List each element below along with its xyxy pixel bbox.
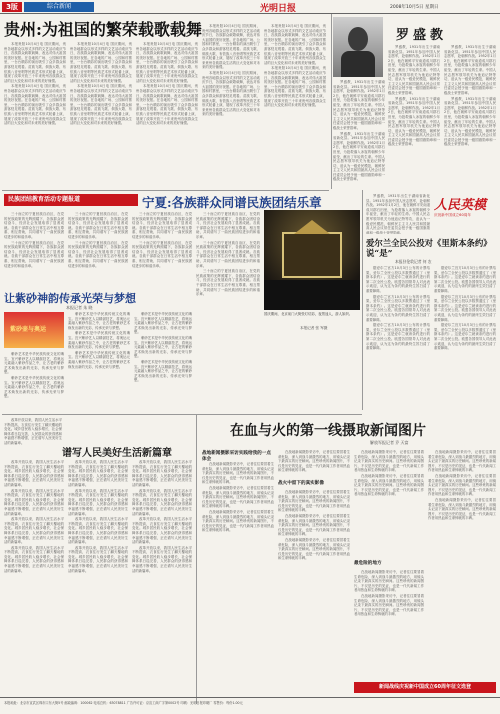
- masthead: [0, 0, 500, 14]
- article-headline: 罗盛教: [396, 28, 448, 43]
- article-body: 紫砂艺术是中华民族传统文化的瑰宝。宜兴紫砂艺人以精湛技艺，将奥运元素融入紫砂作品之中，让古老的紫砂艺术焕发出新的光彩，传承光荣与梦想。 紫砂艺术是中华民族传统文化的瑰宝。宜兴紫砂艺人以精湛技艺，将奥运元素融入紫砂作品之中，让古老的紫砂艺术焕发出新的光彩，传承光荣与梦想。 紫砂艺术是中华民族传统文化的瑰宝。宜兴紫砂艺人以精湛技艺，将奥运元素融入紫砂作品之中，让古老的紫砂艺术焕发出新的光彩，传承光荣与梦想。: [68, 312, 130, 369]
- article-body: 据爱尔兰官方10月3日公布的计票结果，爱尔兰全民公投以多数票通过了《里斯本条约》。这是爱尔兰就该条约进行的第二次全民公投。欧盟各国领导人对此表示欢迎，认为这为条约的最终生效扫清了重要障碍。 据爱尔兰官方10月3日公布的计票结果，爱尔兰全民公投以多数票通过了《里斯本条约》。这是爱尔兰就该条约进行的第二次全民公投。欧盟各国领导人对此表示欢迎，认为这为条约的最终生效扫清了重要障碍。 据爱尔兰官方10月3日公布的计票结果，爱尔兰全民公投以多数票通过了《里斯本条约》。这是爱尔兰就该条约进行的第二次全民公投。欧盟各国领导人对此表示欢迎，认为这为条约的最终生效扫清了重要障碍。: [366, 266, 430, 351]
- divider: [0, 697, 500, 698]
- article-body: 罗盛教，1931年出生于湖南省新化县。1951年参加中国人民志愿军，赴朝鲜作战。1952年1月2日，他在朝鲜平安南道成川郡石田里，为抢救落入冰窟的朝鲜少年崔莹，献出了年轻的生命。中国人民志愿军领导机关为他追记特等功，追认为一级爱民模范，朝鲜民主主义人民共和国最高人民会议常任委员会授予他一级国旗勋章和一级战士荣誉勋章。 罗盛教，1931年出生于湖南省新化县。1951年参加中国人民志愿军，赴朝鲜作战。1952年1月2日，他在朝鲜平安南道成川郡石田里，为抢救落入冰窟的朝鲜少年崔莹，献出了年轻的生命。中国人民志愿军领导机关为他追记特等功，追认为一级爱民模范，朝鲜民主主义人民共和国最高人民会议常任委员会授予他一级国旗勋章和一级战士荣誉勋章。: [444, 45, 496, 147]
- portrait-photo: [333, 17, 383, 77]
- article-body: 在战地新闻摄影采访中，记者往往要冒着生命危险，深入到战斗最激烈的地方，用镜头记录下最真实的历史瞬间。这些珍贵的新闻图片，不仅是历史的见证，也是一代代新闻工作者用热血和生命铸就的丰碑。 在战地新闻摄影采访中，记者往往要冒着生命危险，深入到战斗最激烈的地方，用镜头记录下最真实的历史瞬间。这些珍贵的新闻图片，不仅是历史的见证，也是一代代新闻工作者用热血和生命铸就的丰碑。 在战地新闻摄影采访中，记者往往要冒着生命危险，深入到战斗最激烈的地方，用镜头记录下最真实的历史瞬间。这些珍贵的新闻图片，不仅是历史的见证，也是一代代新闻工作者用热血和生命铸就的丰碑。: [202, 462, 274, 533]
- section-name: 综合新闻: [24, 2, 94, 12]
- article-body: 三十而立的宁夏回族自治区，在党的民族政策的光辉照耀下，各族群众团结奋斗，经济社会发展取得了显著成就。各族干部群众在日常生活中相互尊重、相互帮助，共同谱写了一曲民族团结进步的和谐乐章。 三十而立的宁夏回族自治区，在党的民族政策的光辉照耀下，各族群众团结奋斗，经济社会发展取得了显著成就。各族干部群众在日常生活中相互尊重、相互帮助，共同谱写了一曲民族团结进步的和谐乐章。: [4, 212, 64, 268]
- paper-name: 光明日报: [260, 4, 297, 14]
- byline: 解放军报记者 乔 天富: [370, 440, 409, 445]
- article-image: [4, 312, 64, 348]
- article-headline: 让紫砂神韵传承光荣与梦想: [4, 292, 136, 305]
- article-body: 本报贵阳10月4日电 国庆期间，贵州各地群众以形式多样的文艺活动欢庆节日，各族群众载歌载舞，表达对伟大祖国的美好祝愿。在各地的广场、公园和村寨里，一台台精彩的演出吸引了众多群众和游客驻足观看。苗族飞歌、侗族大歌、布依族八音坐唱等民族艺术形式轮番上演，展现了改革开放三十年来贵州各族群众生活的巨大变化和对未来的美好憧憬。 本报贵阳10月4日电 国庆期间，贵州各地群众以形式多样的文艺活动欢庆节日，各族群众载歌载舞，表达对伟大祖国的美好祝愿。在各地的广场、公园和村寨里，一台台精彩的演出吸引了众多群众和游客驻足观看。苗族飞歌、侗族大歌、布依族八音坐唱等民族艺术形式轮番上演，展现了改革开放三十年来贵州各族群众生活的巨大变化和对未来的美好憧憬。: [4, 42, 66, 126]
- page-number: 3版: [2, 2, 22, 12]
- article-headline: 宁夏:各族群众同谱民族团结乐章: [142, 195, 322, 210]
- article-body: 在战地新闻摄影采访中，记者往往要冒着生命危险，深入到战斗最激烈的地方，用镜头记录下最真实的历史瞬间。这些珍贵的新闻图片，不仅是历史的见证，也是一代代新闻工作者用热血和生命铸就的丰碑。 在战地新闻摄影采访中，记者往往要冒着生命危险，深入到战斗最激烈的地方，用镜头记录下最真实的历史瞬间。这些珍贵的新闻图片，不仅是历史的见证，也是一代代新闻工作者用热血和生命铸就的丰碑。 在战地新闻摄影采访中，记者往往要冒着生命危险，深入到战斗最激烈的地方，用镜头记录下最真实的历史瞬间。这些珍贵的新闻图片，不仅是历史的见证，也是一代代新闻工作者用热血和生命铸就的丰碑。: [278, 490, 350, 561]
- article-body: 本报贵阳10月4日电 国庆期间，贵州各地群众以形式多样的文艺活动欢庆节日，各族群众载歌载舞，表达对伟大祖国的美好祝愿。在各地的广场、公园和村寨里，一台台精彩的演出吸引了众多群众和游客驻足观看。苗族飞歌、侗族大歌、布依族八音坐唱等民族艺术形式轮番上演，展现了改革开放三十年来贵州各族群众生活的巨大变化和对未来的美好憧憬。 本报贵阳10月4日电 国庆期间，贵州各地群众以形式多样的文艺活动欢庆节日，各族群众载歌载舞，表达对伟大祖国的美好祝愿。在各地的广场、公园和村寨里，一台台精彩的演出吸引了众多群众和游客驻足观看。苗族飞歌、侗族大歌、布依族八音坐唱等民族艺术形式轮番上演，展现了改革开放三十年来贵州各族群众生活的巨大变化和对未来的美好憧憬。: [70, 42, 132, 126]
- article-body: 改革开放以来，我国人民生活水平不断提高，衣食住行发生了翻天覆地的变化。城乡居民收入稳步增长，社会保障体系日趋完善，人民群众的获得感和幸福感不断增强，正在谱写人民美好生活的新篇章。 改革开放以来，我国人民生活水平不断提高，衣食住行发生了翻天覆地的变化。城乡居民收入稳步增长，社会保障体系日趋完善，人民群众的获得感和幸福感不断增强，正在谱写人民美好生活的新篇章。 改革开放以来，我国人民生活水平不断提高，衣食住行发生了翻天覆地的变化。城乡居民收入稳步增长，社会保障体系日趋完善，人民群众的获得感和幸福感不断增强，正在谱写人民美好生活的新篇章。 改革开放以来，我国人民生活水平不断提高，衣食住行发生了翻天覆地的变化。城乡居民收入稳步增长，社会保障体系日趋完善，人民群众的获得感和幸福感不断增强，正在谱写人民美好生活的新篇章。: [4, 460, 64, 573]
- article-headline: 爱尔兰全民公投对《里斯本条约》说“是”: [366, 238, 492, 258]
- article-body: 本报贵阳10月4日电 国庆期间，贵州各地群众以形式多样的文艺活动欢庆节日，各族群众载歌载舞，表达对伟大祖国的美好祝愿。在各地的广场、公园和村寨里，一台台精彩的演出吸引了众多群众和游客驻足观看。苗族飞歌、侗族大歌、布依族八音坐唱等民族艺术形式轮番上演，展现了改革开放三十年来贵州各族群众生活的巨大变化和对未来的美好憧憬。 本报贵阳10月4日电 国庆期间，贵州各地群众以形式多样的文艺活动欢庆节日，各族群众载歌载舞，表达对伟大祖国的美好祝愿。在各地的广场、公园和村寨里，一台台精彩的演出吸引了众多群众和游客驻足观看。苗族飞歌、侗族大歌、布依族八音坐唱等民族艺术形式轮番上演，展现了改革开放三十年来贵州各族群众生活的巨大变化和对未来的美好憧憬。: [264, 24, 326, 108]
- issue-date: 2008年10月5日 星期日: [390, 5, 439, 10]
- article-body: 本报贵阳10月4日电 国庆期间，贵州各地群众以形式多样的文艺活动欢庆节日，各族群众载歌载舞，表达对伟大祖国的美好祝愿。在各地的广场、公园和村寨里，一台台精彩的演出吸引了众多群众和游客驻足观看。苗族飞歌、侗族大歌、布依族八音坐唱等民族艺术形式轮番上演，展现了改革开放三十年来贵州各族群众生活的巨大变化和对未来的美好憧憬。 本报贵阳10月4日电 国庆期间，贵州各地群众以形式多样的文艺活动欢庆节日，各族群众载歌载舞，表达对伟大祖国的美好祝愿。在各地的广场、公园和村寨里，一台台精彩的演出吸引了众多群众和游客驻足观看。苗族飞歌、侗族大歌、布依族八音坐唱等民族艺术形式轮番上演，展现了改革开放三十年来贵州各族群众生活的巨大变化和对未来的美好憧憬。: [136, 42, 198, 126]
- article-body: 在战地新闻摄影采访中，记者往往要冒着生命危险，深入到战斗最激烈的地方，用镜头记录下最真实的历史瞬间。这些珍贵的新闻图片，不仅是历史的见证，也是一代代新闻工作者用热血和生命铸就的丰碑。 在战地新闻摄影采访中，记者往往要冒着生命危险，深入到战斗最激烈的地方，用镜头记录下最真实的历史瞬间。这些珍贵的新闻图片，不仅是历史的见证，也是一代代新闻工作者用热血和生命铸就的丰碑。 在战地新闻摄影采访中，记者往往要冒着生命危险，深入到战斗最激烈的地方，用镜头记录下最真实的历史瞬间。这些珍贵的新闻图片，不仅是历史的见证，也是一代代新闻工作者用热血和生命铸就的丰碑。: [428, 450, 496, 521]
- article-body: 三十而立的宁夏回族自治区，在党的民族政策的光辉照耀下，各族群众团结奋斗，经济社会发展取得了显著成就。各族干部群众在日常生活中相互尊重、相互帮助，共同谱写了一曲民族团结进步的和谐乐章。 三十而立的宁夏回族自治区，在党的民族政策的光辉照耀下，各族群众团结奋斗，经济社会发展取得了显著成就。各族干部群众在日常生活中相互尊重、相互帮助，共同谱写了一曲民族团结进步的和谐乐章。: [68, 212, 128, 268]
- logo-text: 人民英模: [434, 198, 487, 213]
- article-body: 在战地新闻摄影采访中，记者往往要冒着生命危险，深入到战斗最激烈的地方，用镜头记录下最真实的历史瞬间。这些珍贵的新闻图片，不仅是历史的见证，也是一代代新闻工作者用热血和生命铸就的丰碑。: [278, 450, 350, 473]
- article-body: 改革开放以来，我国人民生活水平不断提高，衣食住行发生了翻天覆地的变化。城乡居民收入稳步增长，社会保障体系日趋完善，人民群众的获得感和幸福感不断增强，正在谱写人民美好生活的新篇章。 改革开放以来，我国人民生活水平不断提高，衣食住行发生了翻天覆地的变化。城乡居民收入稳步增长，社会保障体系日趋完善，人民群众的获得感和幸福感不断增强，正在谱写人民美好生活的新篇章。 改革开放以来，我国人民生活水平不断提高，衣食住行发生了翻天覆地的变化。城乡居民收入稳步增长，社会保障体系日趋完善，人民群众的获得感和幸福感不断增强，正在谱写人民美好生活的新篇章。 改革开放以来，我国人民生活水平不断提高，衣食住行发生了翻天覆地的变化。城乡居民收入稳步增长，社会保障体系日趋完善，人民群众的获得感和幸福感不断增强，正在谱写人民美好生活的新篇章。: [132, 460, 192, 573]
- article-body: 在战地新闻摄影采访中，记者往往要冒着生命危险，深入到战斗最激烈的地方，用镜头记录下最真实的历史瞬间。这些珍贵的新闻图片，不仅是历史的见证，也是一代代新闻工作者用热血和生命铸就的丰碑。 在战地新闻摄影采访中，记者往往要冒着生命危险，深入到战斗最激烈的地方，用镜头记录下最真实的历史瞬间。这些珍贵的新闻图片，不仅是历史的见证，也是一代代新闻工作者用热血和生命铸就的丰碑。: [354, 450, 424, 497]
- article-body: 据爱尔兰官方10月3日公布的计票结果，爱尔兰全民公投以多数票通过了《里斯本条约》。这是爱尔兰就该条约进行的第二次全民公投。欧盟各国领导人对此表示欢迎，认为这为条约的最终生效扫清了重要障碍。 据爱尔兰官方10月3日公布的计票结果，爱尔兰全民公投以多数票通过了《里斯本条约》。这是爱尔兰就该条约进行的第二次全民公投。欧盟各国领导人对此表示欢迎，认为这为条约的最终生效扫清了重要障碍。 据爱尔兰官方10月3日公布的计票结果，爱尔兰全民公投以多数票通过了《里斯本条约》。这是爱尔兰就该条约进行的第二次全民公投。欧盟各国领导人对此表示欢迎，认为这为条约的最终生效扫清了重要障碍。: [434, 266, 496, 351]
- photo-caption: 国庆期间，北京前门大街张灯结彩，夜景迷人，游人如织。: [264, 312, 353, 316]
- article-body: 在战地新闻摄影采访中，记者往往要冒着生命危险，深入到战斗最激烈的地方，用镜头记录下最真实的历史瞬间。这些珍贵的新闻图片，不仅是历史的见证，也是一代代新闻工作者用热血和生命铸就的丰碑。 在战地新闻摄影采访中，记者往往要冒着生命危险，深入到战斗最激烈的地方，用镜头记录下最真实的历史瞬间。这些珍贵的新闻图片，不仅是历史的见证，也是一代代新闻工作者用热血和生命铸就的丰碑。: [354, 570, 424, 617]
- article-body: 三十而立的宁夏回族自治区，在党的民族政策的光辉照耀下，各族群众团结奋斗，经济社会发展取得了显著成就。各族干部群众在日常生活中相互尊重、相互帮助，共同谱写了一曲民族团结进步的和谐乐章。 三十而立的宁夏回族自治区，在党的民族政策的光辉照耀下，各族群众团结奋斗，经济社会发展取得了显著成就。各族干部群众在日常生活中相互尊重、相互帮助，共同谱写了一曲民族团结进步的和谐乐章。 三十而立的宁夏回族自治区，在党的民族政策的光辉照耀下，各族群众团结奋斗，经济社会发展取得了显著成就。各族干部群众在日常生活中相互尊重、相互帮助，共同谱写了一曲民族团结进步的和谐乐章。: [196, 212, 260, 297]
- subheading: 战地新闻摄影采访实践给我的一点体会: [202, 451, 271, 462]
- divider: [196, 414, 197, 704]
- article-body: 罗盛教，1931年出生于湖南省新化县。1951年参加中国人民志愿军，赴朝鲜作战。1952年1月2日，他在朝鲜平安南道成川郡石田里，为抢救落入冰窟的朝鲜少年崔莹，献出了年轻的生命。中国人民志愿军领导机关为他追记特等功，追认为一级爱民模范，朝鲜民主主义人民共和国最高人民会议常任委员会授予他一级国旗勋章和一级战士荣誉勋章。 罗盛教，1931年出生于湖南省新化县。1951年参加中国人民志愿军，赴朝鲜作战。1952年1月2日，他在朝鲜平安南道成川郡石田里，为抢救落入冰窟的朝鲜少年崔莹，献出了年轻的生命。中国人民志愿军领导机关为他追记特等功，追认为一级爱民模范，朝鲜民主主义人民共和国最高人民会议常任委员会授予他一级国旗勋章和一级战士荣誉勋章。: [388, 45, 440, 147]
- subheading: 最危险的地方: [354, 561, 382, 566]
- photo-credit: 本报记者 张 军摄: [300, 326, 328, 330]
- byline: 本报记者 朱 晓: [66, 305, 93, 310]
- subheading: 战火中留下的真实影像: [278, 481, 324, 486]
- byline: 本报驻伦敦记者 何 农: [395, 259, 432, 264]
- divider: [2, 190, 329, 191]
- divider: [362, 190, 363, 410]
- logo-box: [434, 194, 496, 224]
- image-caption: 紫砂壶与奥运: [10, 326, 47, 333]
- article-headline: 在血与火的第一线摄取新闻图片: [230, 423, 426, 439]
- article-headline: 谱写人民美好生活新篇章: [62, 448, 172, 459]
- news-photo: [264, 210, 360, 310]
- footer-info: 本报地址：北京市宣武区珠市口东大街5号 邮政编码：100062 电话总机：63078811 广告许可证：京宣工商广字第0002号 印刷：光明日报印刷厂 零售价：每份1.00元: [4, 701, 243, 705]
- divider: [2, 414, 362, 415]
- article-body: 紫砂艺术是中华民族传统文化的瑰宝。宜兴紫砂艺人以精湛技艺，将奥运元素融入紫砂作品之中，让古老的紫砂艺术焕发出新的光彩，传承光荣与梦想。 紫砂艺术是中华民族传统文化的瑰宝。宜兴紫砂艺人以精湛技艺，将奥运元素融入紫砂作品之中，让古老的紫砂艺术焕发出新的光彩，传承光荣与梦想。 紫砂艺术是中华民族传统文化的瑰宝。宜兴紫砂艺人以精湛技艺，将奥运元素融入紫砂作品之中，让古老的紫砂艺术焕发出新的光彩，传承光荣与梦想。: [134, 312, 192, 383]
- article-headline: 贵州:为祖国的繁荣载歌载舞: [4, 20, 202, 39]
- article-body: 改革开放以来，我国人民生活水平不断提高，衣食住行发生了翻天覆地的变化。城乡居民收入稳步增长，社会保障体系日趋完善，人民群众的获得感和幸福感不断增强，正在谱写人民美好生活的新篇章。 改革开放以来，我国人民生活水平不断提高，衣食住行发生了翻天覆地的变化。城乡居民收入稳步增长，社会保障体系日趋完善，人民群众的获得感和幸福感不断增强，正在谱写人民美好生活的新篇章。 改革开放以来，我国人民生活水平不断提高，衣食住行发生了翻天覆地的变化。城乡居民收入稳步增长，社会保障体系日趋完善，人民群众的获得感和幸福感不断增强，正在谱写人民美好生活的新篇章。 改革开放以来，我国人民生活水平不断提高，衣食住行发生了翻天覆地的变化。城乡居民收入稳步增长，社会保障体系日趋完善，人民群众的获得感和幸福感不断增强，正在谱写人民美好生活的新篇章。: [68, 460, 128, 573]
- article-body: 改革开放以来，我国人民生活水平不断提高，衣食住行发生了翻天覆地的变化。城乡居民收入稳步增长，社会保障体系日趋完善，人民群众的获得感和幸福感不断增强，正在谱写人民美好生活的新篇章。: [4, 418, 62, 445]
- section-banner: 民族团结教育活动专题报道: [4, 194, 138, 206]
- article-body: 三十而立的宁夏回族自治区，在党的民族政策的光辉照耀下，各族群众团结奋斗，经济社会发展取得了显著成就。各族干部群众在日常生活中相互尊重、相互帮助，共同谱写了一曲民族团结进步的和谐乐章。 三十而立的宁夏回族自治区，在党的民族政策的光辉照耀下，各族群众团结奋斗，经济社会发展取得了显著成就。各族干部群众在日常生活中相互尊重、相互帮助，共同谱写了一曲民族团结进步的和谐乐章。: [132, 212, 192, 268]
- article-body: 本报贵阳10月4日电 国庆期间，贵州各地群众以形式多样的文艺活动欢庆节日，各族群众载歌载舞，表达对伟大祖国的美好祝愿。在各地的广场、公园和村寨里，一台台精彩的演出吸引了众多群众和游客驻足观看。苗族飞歌、侗族大歌、布依族八音坐唱等民族艺术形式轮番上演，展现了改革开放三十年来贵州各族群众生活的巨大变化和对未来的美好憧憬。 本报贵阳10月4日电 国庆期间，贵州各地群众以形式多样的文艺活动欢庆节日，各族群众载歌载舞，表达对伟大祖国的美好祝愿。在各地的广场、公园和村寨里，一台台精彩的演出吸引了众多群众和游客驻足观看。苗族飞歌、侗族大歌、布依族八音坐唱等民族艺术形式轮番上演，展现了改革开放三十年来贵州各族群众生活的巨大变化和对未来的美好憧憬。: [202, 24, 260, 117]
- logo-subtitle: 庆祝新中国成立60周年: [434, 213, 471, 217]
- bottom-banner: 新闻战线庆祝新中国成立60周年征文选登: [354, 682, 496, 693]
- article-body: 罗盛教，1931年出生于湖南省新化县。1951年参加中国人民志愿军，赴朝鲜作战。1952年1月2日，他在朝鲜平安南道成川郡石田里，为抢救落入冰窟的朝鲜少年崔莹，献出了年轻的生命。中国人民志愿军领导机关为他追记特等功，追认为一级爱民模范，朝鲜民主主义人民共和国最高人民会议常任委员会授予他一级国旗勋章和一级战士荣誉勋章。 罗盛教，1931年出生于湖南省新化县。1951年参加中国人民志愿军，赴朝鲜作战。1952年1月2日，他在朝鲜平安南道成川郡石田里，为抢救落入冰窟的朝鲜少年崔莹，献出了年轻的生命。中国人民志愿军领导机关为他追记特等功，追认为一级爱民模范，朝鲜民主主义人民共和国最高人民会议常任委员会授予他一级国旗勋章和一级战士荣誉勋章。: [333, 80, 385, 182]
- divider: [331, 14, 332, 189]
- article-body: 紫砂艺术是中华民族传统文化的瑰宝。宜兴紫砂艺人以精湛技艺，将奥运元素融入紫砂作品之中，让古老的紫砂艺术焕发出新的光彩，传承光荣与梦想。 紫砂艺术是中华民族传统文化的瑰宝。宜兴紫砂艺人以精湛技艺，将奥运元素融入紫砂作品之中，让古老的紫砂艺术焕发出新的光彩，传承光荣与梦想。: [4, 352, 64, 399]
- article-body: 罗盛教，1931年出生于湖南省新化县。1951年参加中国人民志愿军，赴朝鲜作战。1952年1月2日，他在朝鲜平安南道成川郡石田里，为抢救落入冰窟的朝鲜少年崔莹，献出了年轻的生命。中国人民志愿军领导机关为他追记特等功，追认为一级爱民模范，朝鲜民主主义人民共和国最高人民会议常任委员会授予他一级国旗勋章和一级战士荣誉勋章。: [366, 194, 430, 234]
